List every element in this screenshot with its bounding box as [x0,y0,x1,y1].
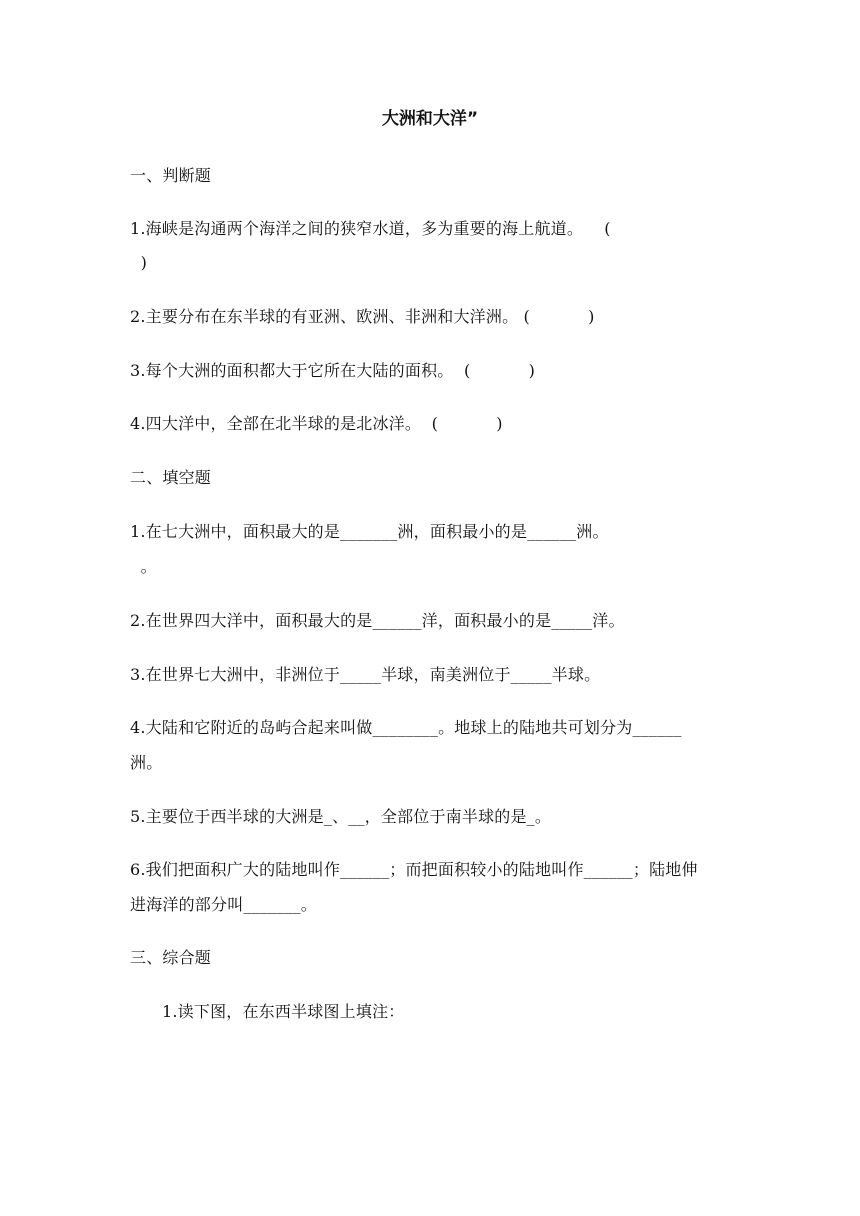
judge-question-3: 3.每个大洲的面积都大于它所在大陆的面积。 ( ) [130,361,536,380]
judge-question-1-cont: ) [130,253,148,272]
judge-question-1: 1.海峡是沟通两个海洋之间的狭窄水道，多为重要的海上航道。 ( [130,219,611,238]
fill-question-1: 1.在七大洲中，面积最大的是_______洲，面积最小的是______洲。 [130,522,609,541]
section-heading-judge: 一、判断题 [130,166,212,185]
comprehensive-question-1: 1.读下图，在东西半球图上填注： [162,1002,405,1021]
section-heading-fill: 二、填空题 [130,468,212,487]
section-heading-comprehensive: 三、综合题 [130,948,212,967]
document-title: 大洲和大洋” [381,109,479,129]
fill-question-6: 6.我们把面积广大的陆地叫作______；而把面积较小的陆地叫作______；陆地伸 [130,860,698,879]
fill-question-6-cont: 进海洋的部分叫_______。 [130,895,318,914]
judge-question-2: 2.主要分布在东半球的有亚洲、欧洲、非洲和大洋洲。 ( ) [130,307,595,326]
fill-question-4: 4.大陆和它附近的岛屿合起来叫做________。地球上的陆地共可划分为______ [130,718,682,737]
judge-question-4: 4.四大洋中，全部在北半球的是北冰洋。 ( ) [130,414,503,433]
fill-question-2: 2.在世界四大洋中，面积最大的是______洋，面积最小的是_____洋。 [130,611,625,630]
fill-question-4-cont: 洲。 [130,753,163,772]
fill-question-1-cont: 。 [130,557,157,576]
fill-question-5: 5.主要位于西半球的大洲是_、__，全部位于南半球的是_。 [130,807,552,826]
fill-question-3: 3.在世界七大洲中，非洲位于_____半球，南美洲位于_____半球。 [130,665,601,684]
